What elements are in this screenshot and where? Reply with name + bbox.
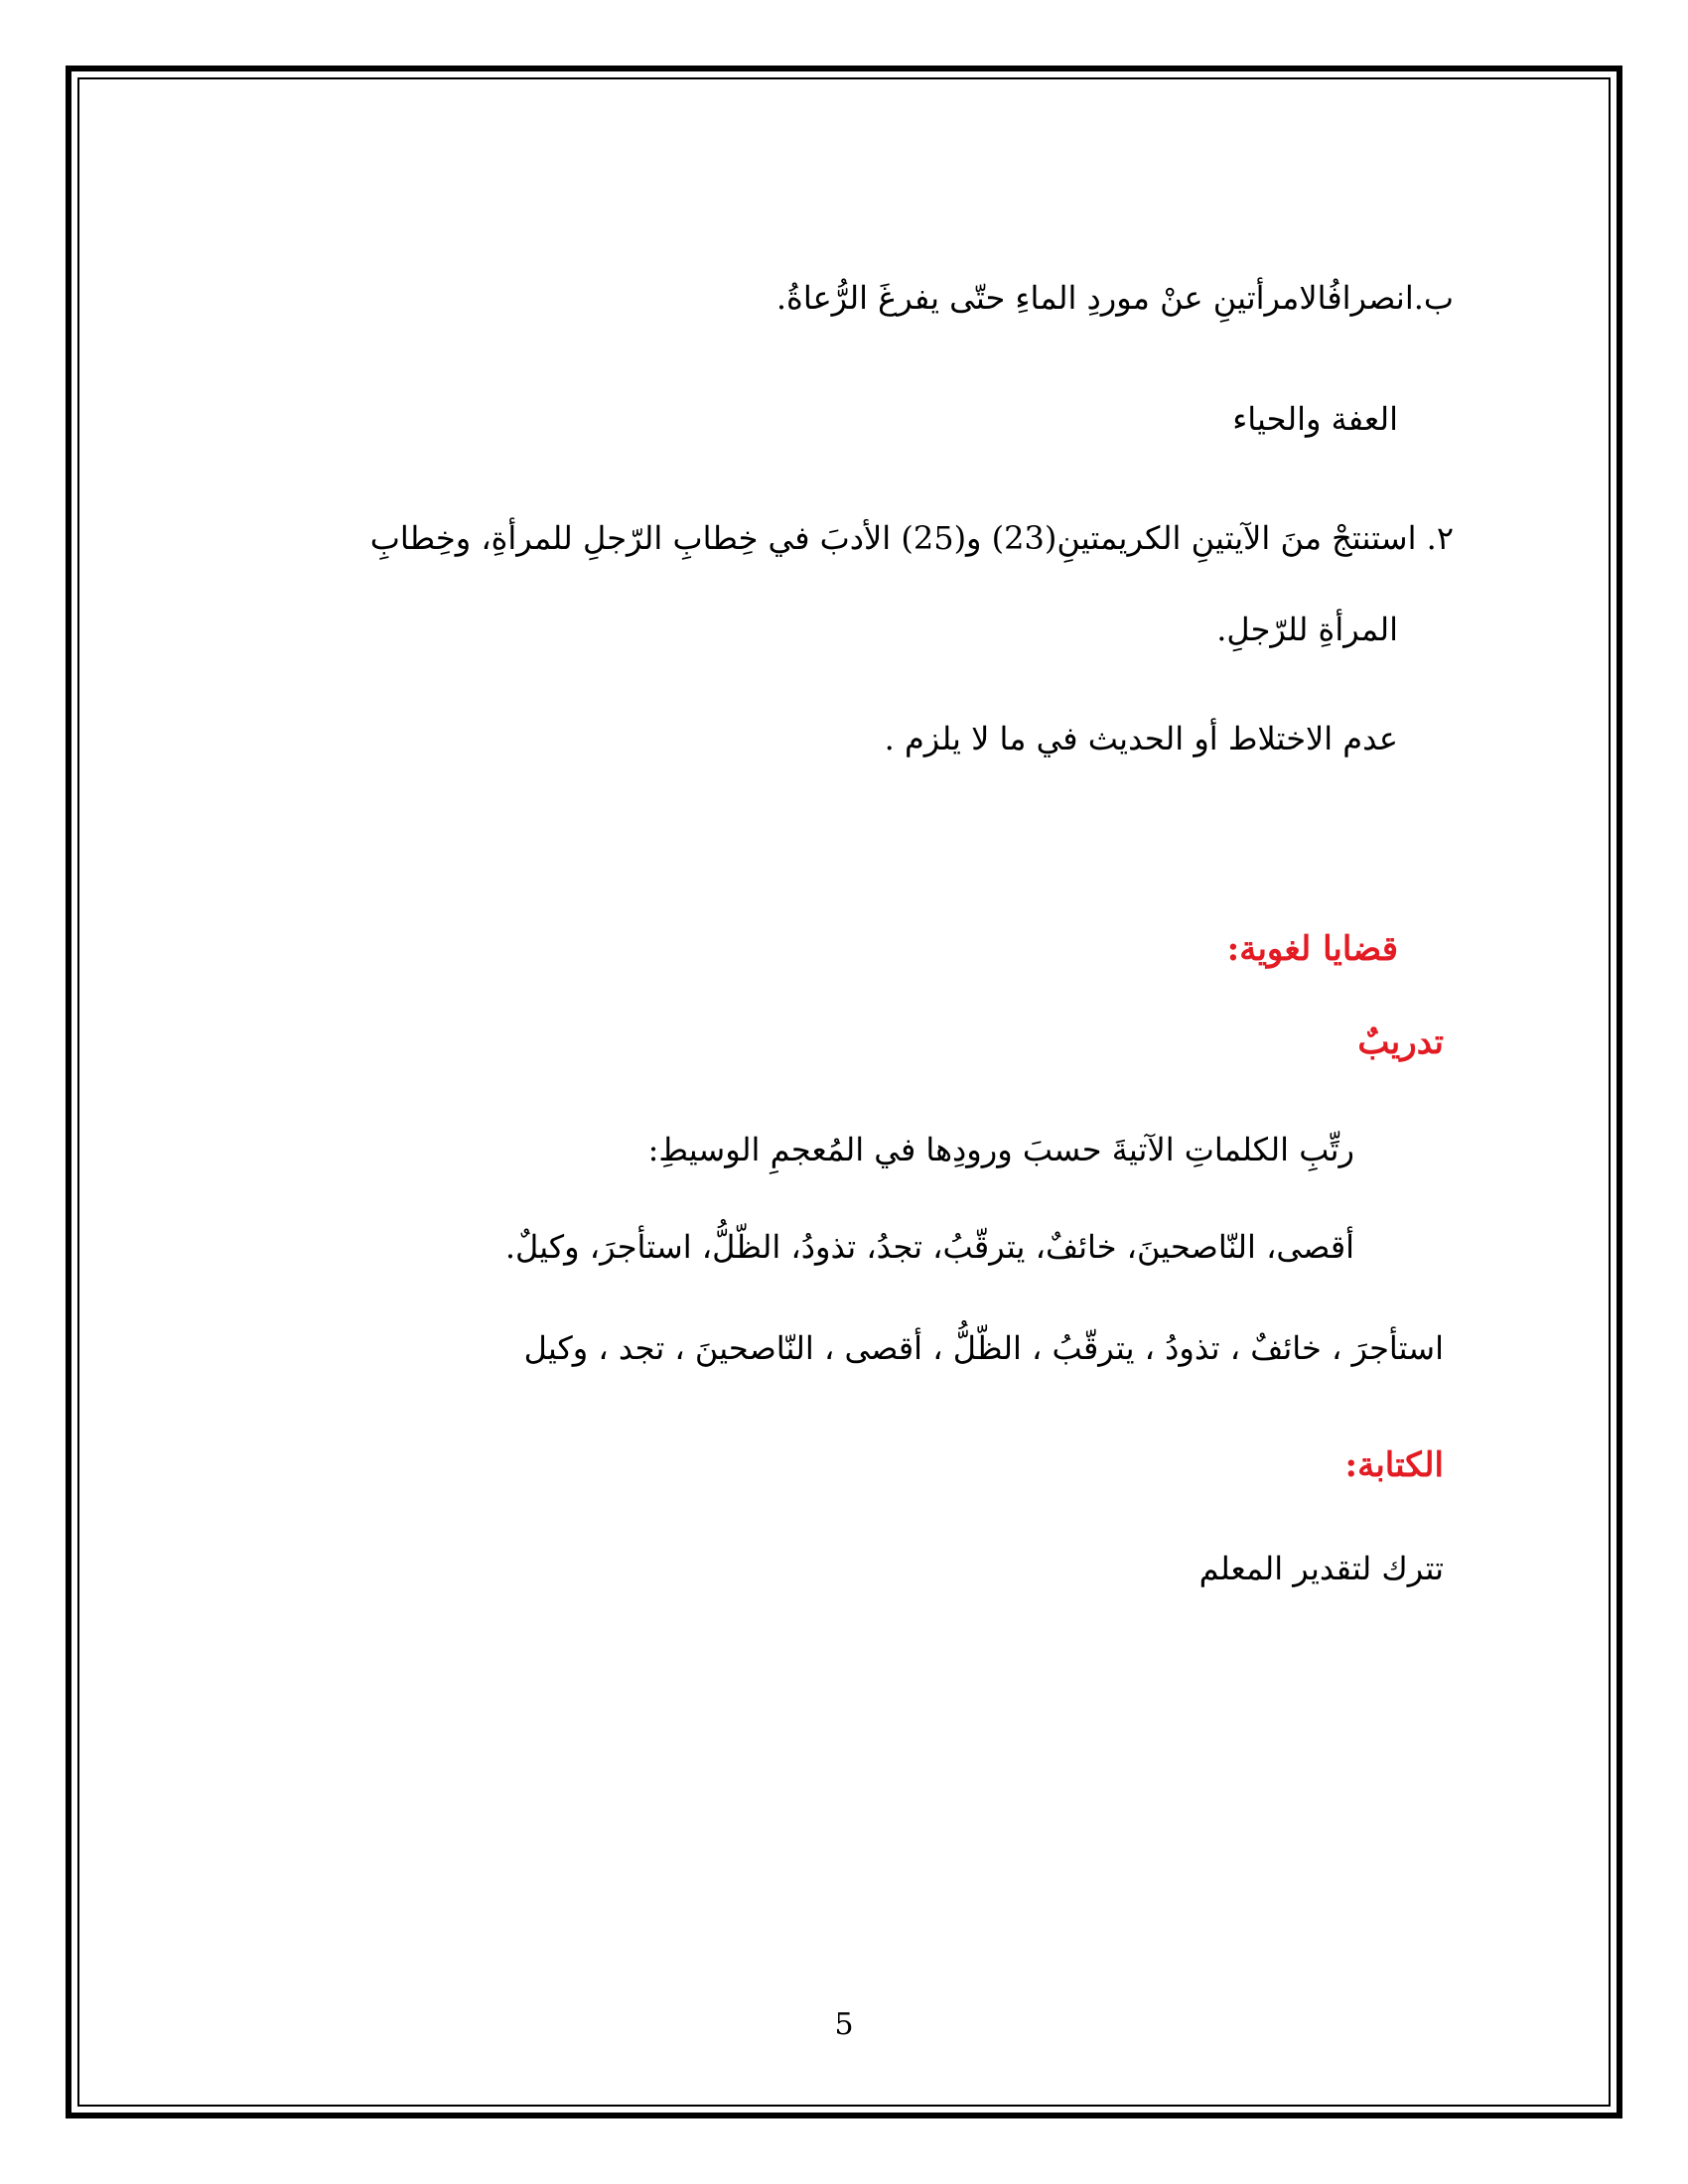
writing-heading: الكتابة:: [1344, 1445, 1444, 1485]
exercise-heading: تدريبٌ: [1357, 1023, 1444, 1062]
exercise-answer: استأجرَ ، خائفٌ ، تذودُ ، يترقّبُ ، الظّلُّ ، أقصى ، النّاصحينَ ، تجد ، وكيل: [523, 1329, 1444, 1367]
page-border-inner: [77, 77, 1611, 2107]
exercise-word-list: أقصى، النّاصحينَ، خائفٌ، يترقّبُ، تجدُ، تذودُ، الظّلُّ، استأجرَ، وكيلٌ.: [504, 1228, 1354, 1266]
page-number: 5: [834, 2007, 854, 2042]
question-b-text: ب.انصرافُالامرأتينِ عنْ موردِ الماءِ حتّى يفرغَ الرُّعاةُ.: [775, 279, 1454, 317]
question-2-line-2: المرأةِ للرّجلِ.: [1216, 611, 1398, 648]
question-2-line-1: ٢. استنتجْ منَ الآيتينِ الكريمتينِ(23) و(25) الأدبَ في خِطابِ الرّجلِ للمرأةِ، وخِطابِ: [369, 519, 1454, 557]
language-issues-heading: قضايا لغوية:: [1226, 929, 1398, 969]
question-b-answer: العفة والحياء: [1232, 400, 1398, 438]
question-2-answer: عدم الاختلاط أو الحديث في ما لا يلزم .: [884, 720, 1398, 757]
exercise-instruction: رتِّبِ الكلماتِ الآتيةَ حسبَ ورودِها في المُعجمِ الوسيطِ:: [647, 1131, 1354, 1168]
writing-note: تترك لتقدير المعلم: [1198, 1550, 1444, 1587]
